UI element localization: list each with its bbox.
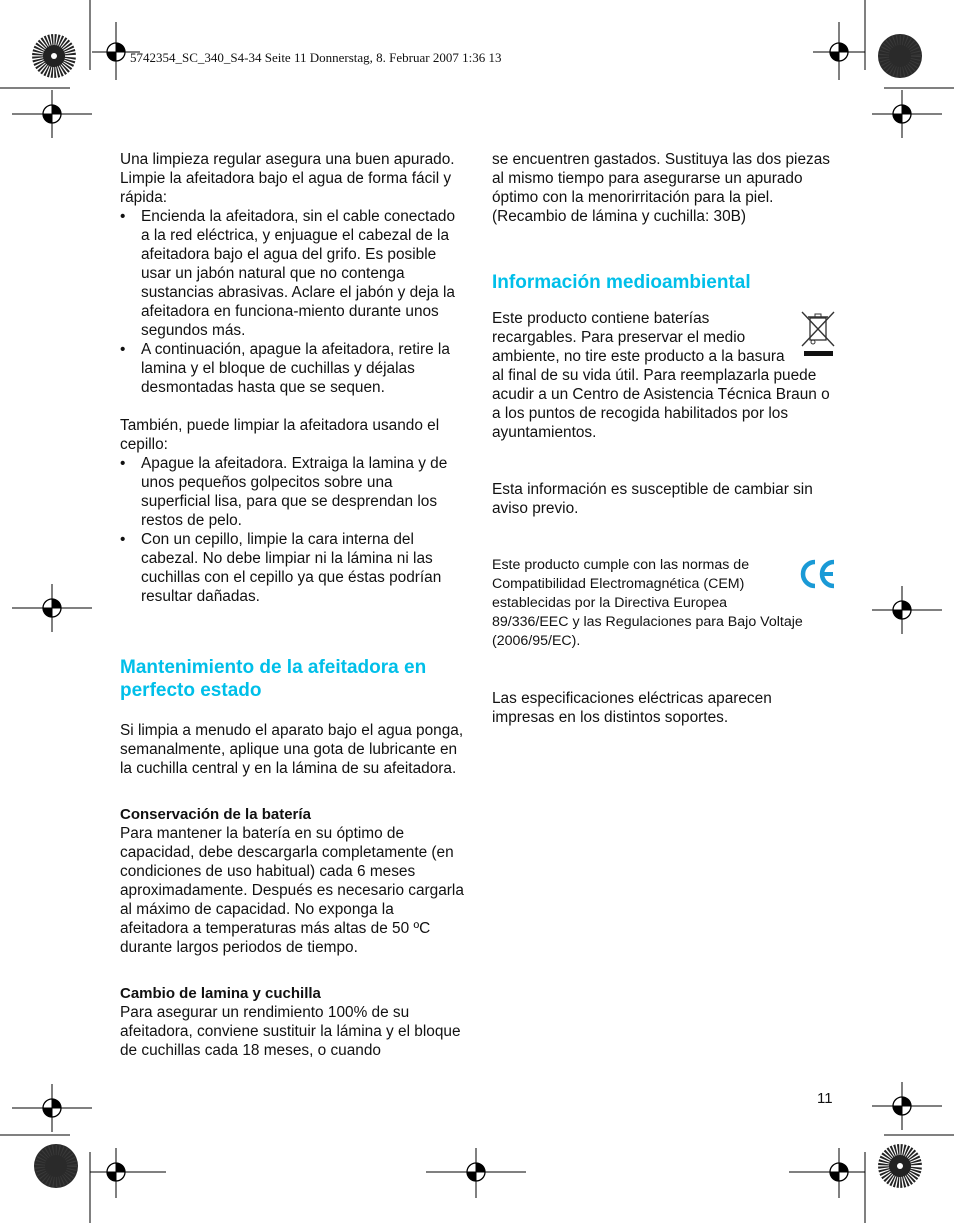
spare-parts-note: (Recambio de lámina y cuchilla: 30B) bbox=[492, 208, 747, 225]
ce-compliance-paragraph: Este producto cumple con las normas de Compatibilidad Electromagnética (CEM) establecidas por la Directiva Europea 89/336/EEC y las Regulaciones para Bajo Voltaje (2006/95/EC). bbox=[492, 557, 803, 649]
intro-paragraph: Una limpieza regular asegura una buen apurado. Limpie la afeitadora bajo el agua de forma fácil y rápida: bbox=[120, 151, 455, 206]
electrical-spec-paragraph: Las especificaciones eléctricas aparecen impresas en los distintos soportes. bbox=[492, 690, 772, 726]
registration-mark-icon bbox=[872, 90, 942, 138]
registration-mark-icon bbox=[92, 22, 140, 80]
list-item: • Con un cepillo, limpie la cara interna del cabezal. No debe limpiar ni la lámina ni las cuchillas con el cepillo ya que éstas podrían resultar dañadas. bbox=[120, 530, 465, 606]
registration-mark-icon bbox=[12, 1084, 92, 1132]
crossed-out-wheelie-bin-icon bbox=[799, 309, 837, 364]
maintenance-heading: Mantenimiento de la afeitadora en perfecto estado bbox=[120, 657, 427, 701]
environment-section bbox=[492, 309, 837, 442]
page-number: 11 bbox=[817, 1090, 833, 1107]
registration-mark-icon bbox=[12, 90, 92, 138]
blade-heading: Cambio de lamina y cuchilla bbox=[120, 985, 321, 1002]
starburst-target-icon bbox=[876, 1142, 924, 1190]
brush-intro-paragraph: También, puede limpiar la afeitadora usando el cepillo: bbox=[120, 417, 440, 453]
notice-paragraph: Esta información es susceptible de cambiar sin aviso previo. bbox=[492, 481, 813, 517]
blade-continued-paragraph: se encuentren gastados. Sustituya las dos piezas al mismo tiempo para asegurarse un apurado óptimo con la menorirritación para la piel. bbox=[492, 151, 830, 206]
registration-mark-icon bbox=[789, 1148, 865, 1198]
list-item: • A continuación, apague la afeitadora, retire la lamina y el bloque de cuchillas y déjalas desmontadas hasta que se sequen. bbox=[120, 340, 465, 397]
ce-mark-icon bbox=[797, 558, 837, 595]
print-header: 5742354_SC_340_S4-34 Seite 11 Donnerstag, 8. Februar 2007 1:36 13 bbox=[130, 50, 502, 65]
maintenance-paragraph: Si limpia a menudo el aparato bajo el agua ponga, semanalmente, aplique una gota de lubricante en la cuchilla central y en la lámina de su afeitadora. bbox=[120, 722, 464, 777]
registration-mark-icon bbox=[90, 1148, 166, 1198]
brush-steps-list bbox=[120, 454, 465, 606]
right-column bbox=[492, 150, 837, 727]
registration-mark-icon bbox=[872, 586, 942, 634]
registration-mark-icon bbox=[426, 1148, 526, 1198]
list-item: • Apague la afeitadora. Extraiga la lamina y de unos pequeños golpecitos sobre una superficial lisa, para que se desprendan los restos de pelo. bbox=[120, 454, 465, 530]
cleaning-steps-list bbox=[120, 207, 465, 397]
registration-mark-icon bbox=[12, 584, 92, 632]
left-column bbox=[120, 150, 465, 1060]
list-item: • Encienda la afeitadora, sin el cable conectado a la red eléctrica, y enjuague el cabezal de la afeitadora bajo el agua del grifo. Es posible usar un jabón natural que no contenga sustancias abrasivas. Aclare el jabón y deja la afeitadora en funciona-miento durante unos segundos más. bbox=[120, 207, 465, 340]
environment-heading: Información medioambiental bbox=[492, 272, 751, 293]
battery-heading: Conservación de la batería bbox=[120, 806, 311, 823]
blade-paragraph: Para asegurar un rendimiento 100% de su afeitadora, conviene sustituir la lámina y el bloque de cuchillas cada 18 meses, o cuando bbox=[120, 1004, 461, 1059]
starburst-target-icon bbox=[32, 1142, 80, 1190]
starburst-target-icon bbox=[30, 32, 78, 80]
ce-section bbox=[492, 556, 837, 651]
environment-paragraph: Este producto contiene baterías recargables. Para preservar el medio ambiente, no tire este producto a la basura al final de su vida útil. Para reemplazarla puede acudir a un Centro de Asistencia Técnica Braun o a los puntos de recogida habilitados por los ayuntamientos. bbox=[492, 310, 830, 441]
battery-paragraph: Para mantener la batería en su óptimo de capacidad, debe descargarla completamente (en condiciones de uso habitual) cada 6 meses aproximadamente. Después es necesario cargarla al máximo de capacidad. No exponga la afeitadora a temperaturas más altas de 50 ºC durante largos periodos de tiempo. bbox=[120, 825, 464, 956]
registration-mark-icon bbox=[872, 1082, 942, 1130]
starburst-target-icon bbox=[876, 32, 924, 80]
registration-mark-icon bbox=[813, 22, 865, 80]
